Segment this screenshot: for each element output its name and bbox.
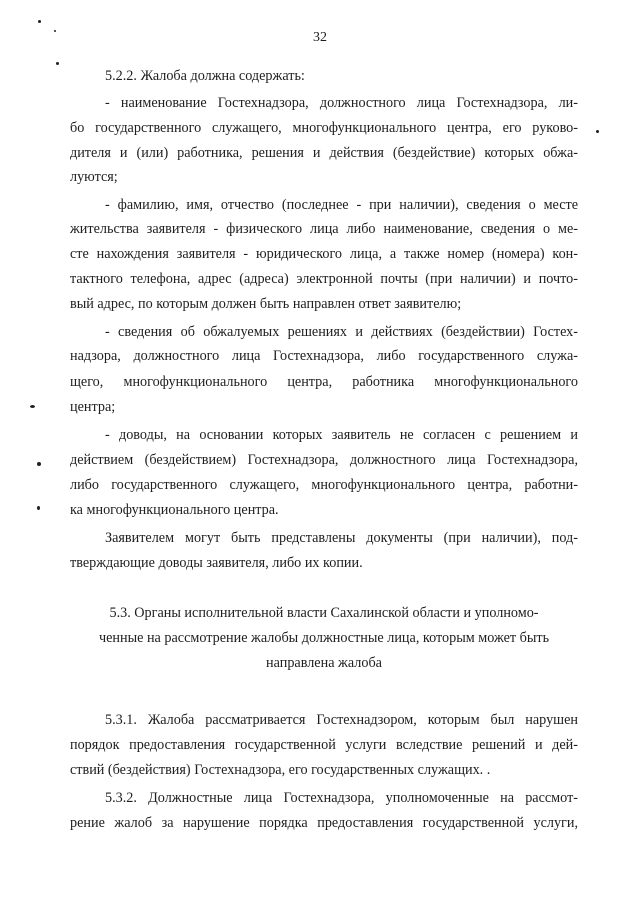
text-line: - фамилию, имя, отчество (последнее - при наличии), сведения о месте	[105, 197, 578, 213]
text-line: надзора, должностного лица Гостехнадзора, либо государственного служа-	[70, 348, 578, 364]
scan-speck	[54, 30, 56, 32]
text-line: дителя и (или) работника, решения и действия (бездействие) которых обжа-	[70, 145, 578, 161]
text-line: - наименование Гостехнадзора, должностного лица Гостехнадзора, ли-	[105, 95, 578, 111]
text-line: 5.3.1. Жалоба рассматривается Гостехнадзором, которым был нарушен	[105, 712, 578, 728]
scan-speck	[56, 62, 59, 65]
text-line: жительства заявителя - физического лица либо наименование, сведения о ме-	[70, 221, 578, 237]
text-line: центра;	[70, 399, 116, 415]
text-line: тактного телефона, адрес (адреса) электронной почты (при наличии) и почто-	[70, 271, 578, 287]
text-line: луются;	[70, 169, 118, 185]
text-line: щего, многофункционального центра, работника многофункционального	[70, 374, 578, 390]
text-line: - доводы, на основании которых заявитель не согласен с решением и	[105, 427, 578, 443]
scan-speck	[30, 405, 35, 408]
page-number: 32	[313, 30, 327, 45]
text-line: рение жалоб за нарушение порядка предоставления государственной услуги,	[70, 815, 578, 831]
text-line: Заявителем могут быть представлены документы (при наличии), под-	[105, 530, 578, 546]
scan-speck	[37, 462, 41, 466]
text-line: сте нахождения заявителя - юридического лица, а также номер (номера) кон-	[70, 246, 578, 262]
heading-line: направлена жалоба	[266, 655, 382, 671]
scan-speck	[38, 20, 41, 23]
text-line: вый адрес, по которым должен быть направлен ответ заявителю;	[70, 296, 462, 312]
text-line: ка многофункционального центра.	[70, 502, 279, 518]
scan-speck	[37, 506, 40, 510]
scan-speck	[596, 130, 599, 133]
text-line: тверждающие доводы заявителя, либо их копии.	[70, 555, 363, 571]
text-line: либо государственного служащего, многофункционального центра, работни-	[70, 477, 578, 493]
text-line: ствий (бездействия) Гостехнадзора, его государственных служащих. .	[70, 762, 491, 778]
heading-line: 5.3. Органы исполнительной власти Сахалинской области и уполномо-	[109, 605, 539, 621]
text-line: 5.3.2. Должностные лица Гостехнадзора, уполномоченные на рассмот-	[105, 790, 578, 806]
text-line: 5.2.2. Жалоба должна содержать:	[105, 68, 305, 84]
text-line: бо государственного служащего, многофункционального центра, его руково-	[70, 120, 578, 136]
text-line: действием (бездействием) Гостехнадзора, должностного лица Гостехнадзора,	[70, 452, 578, 468]
text-line: порядок предоставления государственной услуги вследствие решений и дей-	[70, 737, 578, 753]
text-line: - сведения об обжалуемых решениях и действиях (бездействии) Гостех-	[105, 324, 578, 340]
heading-line: ченные на рассмотрение жалобы должностные лица, которым может быть	[98, 630, 550, 646]
